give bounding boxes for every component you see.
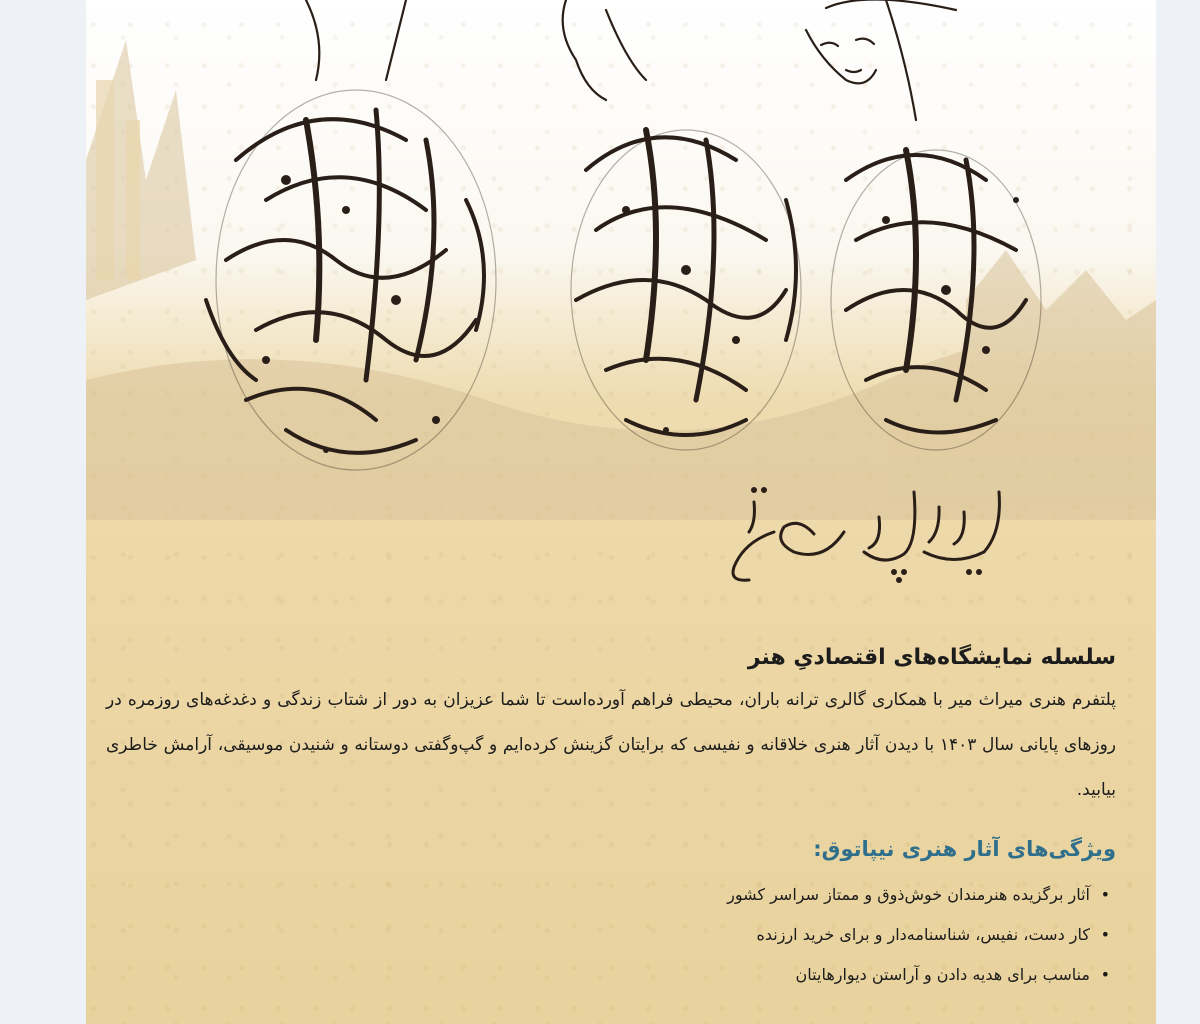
- bullet-icon: •: [1100, 965, 1110, 984]
- poster: [86, 0, 1156, 1024]
- description-line: پلتفرم هنری میراث میر با همکاری گالری ترانه باران، محیطی فراهم آورده‌است تا شما عزیزان به دور از: [374, 690, 1116, 710]
- feature-text: آثار برگزیده هنرمندان خوش‌ذوق و ممتاز سراسر کشور: [727, 885, 1090, 904]
- bullet-icon: •: [1100, 885, 1110, 904]
- features-list: [106, 875, 1116, 995]
- poster-content: [106, 640, 1116, 995]
- poster-heading: سلسله نمایشگاه‌های اقتصادیِ هنر: [747, 645, 1116, 670]
- calligraphy-figures-artwork: [86, 0, 1156, 520]
- description-line: شتاب زندگی و دغدغه‌های روزمره در روزهای پایانی سال ۱۴۰۳ با دیدن آثار هنری خلاقانه و نفیسی که: [106, 690, 1117, 755]
- list-item: [106, 875, 1116, 915]
- list-item: [106, 955, 1116, 995]
- description-line: برایتان گزینش کرده‌ایم و گپ‌وگفتی دوستانه و شنیدن موسیقی، آرامش خاطری بیابید.: [106, 735, 1116, 800]
- poster-description: [106, 678, 1116, 813]
- feature-text: مناسب برای هدیه دادن و آراستن دیوارهایتان: [795, 965, 1090, 984]
- list-item: [106, 915, 1116, 955]
- nipatoogh-logo: [714, 472, 1014, 590]
- bullet-icon: •: [1100, 925, 1110, 944]
- features-heading: ویژگی‌های آثار هنری نیپاتوق:: [813, 837, 1116, 861]
- feature-text: کار دست، نفیس، شناسنامه‌دار و برای خرید ارزنده: [756, 925, 1090, 944]
